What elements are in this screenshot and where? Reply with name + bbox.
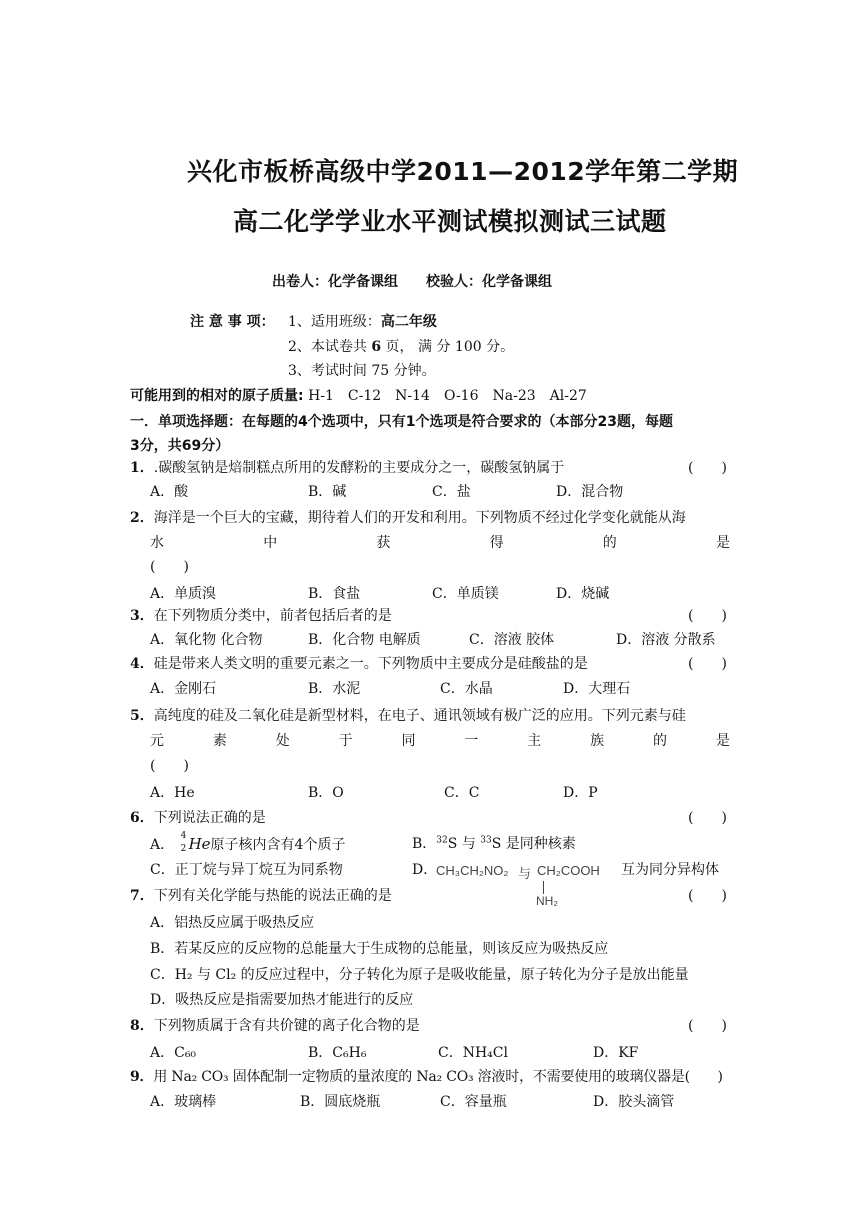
question-3-text: 在下列物质分类中，前者包括后者的是 [153,608,392,624]
note-1 [288,312,437,332]
question-7-option-d: D．吸热反应是指需要加热才能进行的反应 [150,992,414,1008]
question-6-option-b [412,834,576,854]
question-6-option-a-text: 原子核内含有4个质子 [210,837,346,853]
question-5-stem-line1 [130,706,686,726]
question-3-answer-blank: ( ) [688,608,727,624]
question-1-option-b: B．碱 [308,484,347,500]
question-4-text: 硅是带来人类文明的重要元素之一。下列物质中主要成分是硅酸盐的是 [153,656,588,672]
question-5-word: 是 [715,733,730,749]
question-1-option-a: A．酸 [150,484,189,500]
isotope-mass-32: 32 [436,835,448,846]
exam-authors: 出卷人：化学备课组 校验人：化学备课组 [272,274,552,290]
question-6-option-b-label: B． [412,836,437,852]
question-7-option-c: C．H₂ 与 Cl₂ 的反应过程中，分子转化为原子是吸收能量，原子转化为分子是放出能量 [150,967,689,983]
question-7-answer-blank: ( ) [688,888,727,904]
question-5-option-b: B．O [308,785,344,801]
question-9-option-d: D．胶头滴管 [593,1094,675,1110]
question-6-option-b-text: S 是同种核素 [491,836,576,852]
question-1-number: 1． [130,460,154,476]
nuclide-mass-number: 4 [180,831,187,841]
nuclide-symbol: He [188,835,211,853]
note-2-suffix: 页， 满 分 100 分。 [381,339,515,355]
question-4-option-c: C．水晶 [440,681,493,697]
question-2-option-d: D．烧碱 [556,586,610,602]
question-1-option-c: C．盐 [432,484,471,500]
exam-title-line1: 兴化市板桥高级中学2011—2012学年第二学期 [187,157,739,186]
question-2-word: 得 [489,535,504,551]
question-9-stem [130,1067,723,1087]
question-3-stem [130,606,392,626]
question-1-stem [130,458,564,478]
question-5-number: 5． [130,708,154,724]
nuclide-atomic-number: 2 [180,844,187,854]
note-1-value: 高二年级 [380,314,437,330]
question-5-answer-blank: ( ) [150,758,189,774]
question-2-number: 2． [130,510,154,526]
question-7-number: 7． [130,888,154,904]
note-2-pages: 6 [371,339,382,355]
question-3-option-d: D．溶液 分散系 [616,632,716,648]
question-5-word: 同 [401,733,416,749]
question-1-answer-blank: ( ) [688,460,727,476]
atomic-masses [130,386,587,406]
question-2-answer-blank: ( ) [150,559,189,575]
question-5-option-d: D．P [563,785,598,801]
question-6-option-c: C．正丁烷与异丁烷互为同系物 [150,862,343,878]
question-5-text: 高纯度的硅及二氧化硅是新型材料，在电子、通讯领域有极广泛的应用。下列元素与硅 [153,708,686,724]
question-5-stem-line2 [150,731,730,751]
formula-connector: 与 [518,866,532,881]
question-3-option-c: C．溶液 胶体 [469,632,555,648]
note-3: 3、考试时间 75 分钟。 [288,363,436,379]
question-8-option-b: B．C₆H₆ [308,1045,367,1061]
question-8-text: 下列物质属于含有共价键的离子化合物的是 [153,1018,420,1034]
note-2 [288,337,514,357]
question-8-answer-blank: ( ) [688,1018,727,1034]
question-5-word: 元 [150,733,164,749]
nuclide-indices [179,831,189,854]
atomic-masses-values: H-1 C-12 N-14 O-16 Na-23 Al-27 [308,388,587,404]
question-9-number: 9． [130,1069,154,1085]
question-7-stem [130,886,392,906]
question-2-word: 中 [263,535,278,551]
question-8-option-a: A．C₆₀ [150,1045,197,1061]
question-8-option-c: C．NH₄Cl [438,1045,508,1061]
question-6-stem [130,808,266,828]
question-3-option-b: B．化合物 电解质 [308,632,421,648]
section1-heading-line2: 3分，共69分） [130,438,230,454]
note-2-prefix: 2、本试卷共 [288,339,372,355]
isotope-mass-33: 33 [480,835,492,846]
notes-label: 注 意 事 项： [190,314,275,330]
question-9-option-a: A．玻璃棒 [150,1094,217,1110]
question-2-word: 水 [150,535,164,551]
question-5-word: 一 [464,733,479,749]
formula-amino-group: NH₂ [536,894,558,908]
formula-bond-line [543,881,544,894]
exam-title-line2: 高二化学学业水平测试模拟测试三试题 [233,207,667,236]
question-7-text: 下列有关化学能与热能的说法正确的是 [153,888,392,904]
question-4-number: 4． [130,656,154,672]
question-8-stem [130,1016,420,1036]
question-4-option-b: B．水泥 [308,681,361,697]
question-4-answer-blank: ( ) [688,656,727,672]
question-5-word: 于 [338,733,353,749]
question-2-text: 海洋是一个巨大的宝藏，期待着人们的开发和利用。下列物质不经过化学变化就能从海 [153,510,686,526]
question-6-option-b-mid: S 与 [447,836,481,852]
question-4-stem [130,654,588,674]
question-2-option-b: B．食盐 [308,586,361,602]
question-4-option-a: A．金刚石 [150,681,217,697]
question-2-stem-line1 [130,508,686,528]
question-2-word: 获 [376,535,391,551]
question-2-option-c: C．单质镁 [432,586,499,602]
question-2-word: 是 [715,535,730,551]
question-5-word: 主 [527,733,542,749]
question-5-word: 素 [212,733,227,749]
question-4-option-d: D．大理石 [563,681,631,697]
question-2-stem-line2 [150,533,730,553]
question-8-option-d: D．KF [593,1045,639,1061]
question-6-option-a [150,831,346,855]
note-1-prefix: 1、适用班级： [288,314,381,330]
question-5-option-c: C．C [444,785,480,801]
question-9-text: 用 Na₂ CO₃ 固体配制一定物质的量浓度的 Na₂ CO₃ 溶液时，不需要使用的玻璃仪器是( ) [153,1069,723,1085]
question-7-option-a: A．铝热反应属于吸热反应 [150,915,315,931]
question-5-word: 处 [275,733,290,749]
question-1-text: .碳酸氢钠是焙制糕点所用的发酵粉的主要成分之一，碳酸氢钠属于 [153,460,565,476]
question-9-option-c: C．容量瓶 [440,1094,507,1110]
question-6-option-d-text: 互为同分异构体 [621,862,719,878]
question-6-option-d-label: D． [412,862,438,878]
question-1-option-d: D．混合物 [556,484,624,500]
question-6-text: 下列说法正确的是 [153,810,266,826]
question-8-number: 8． [130,1018,154,1034]
formula-glycine-chain: CH₂COOH [537,863,600,878]
question-3-option-a: A．氧化物 化合物 [150,632,263,648]
question-6-option-a-label: A． [150,837,175,853]
question-5-option-a: A．He [150,785,195,801]
atomic-masses-label: 可能用到的相对的原子质量: [130,388,304,404]
question-2-word: 的 [602,535,617,551]
question-6-answer-blank: ( ) [688,810,727,826]
question-6-number: 6． [130,810,154,826]
question-3-number: 3． [130,608,154,624]
question-5-word: 的 [653,733,667,749]
question-2-option-a: A．单质溴 [150,586,217,602]
section1-heading-line1: 一．单项选择题：在每题的4个选项中，只有1个选项是符合要求的（本部分23题，每题 [130,414,673,430]
question-9-option-b: B．圆底烧瓶 [300,1094,381,1110]
question-5-word: 族 [590,733,605,749]
formula-nitroethane: CH₃CH₂NO₂ [436,863,509,878]
question-7-option-b: B．若某反应的反应物的总能量大于生成物的总能量，则该反应为吸热反应 [150,941,609,957]
